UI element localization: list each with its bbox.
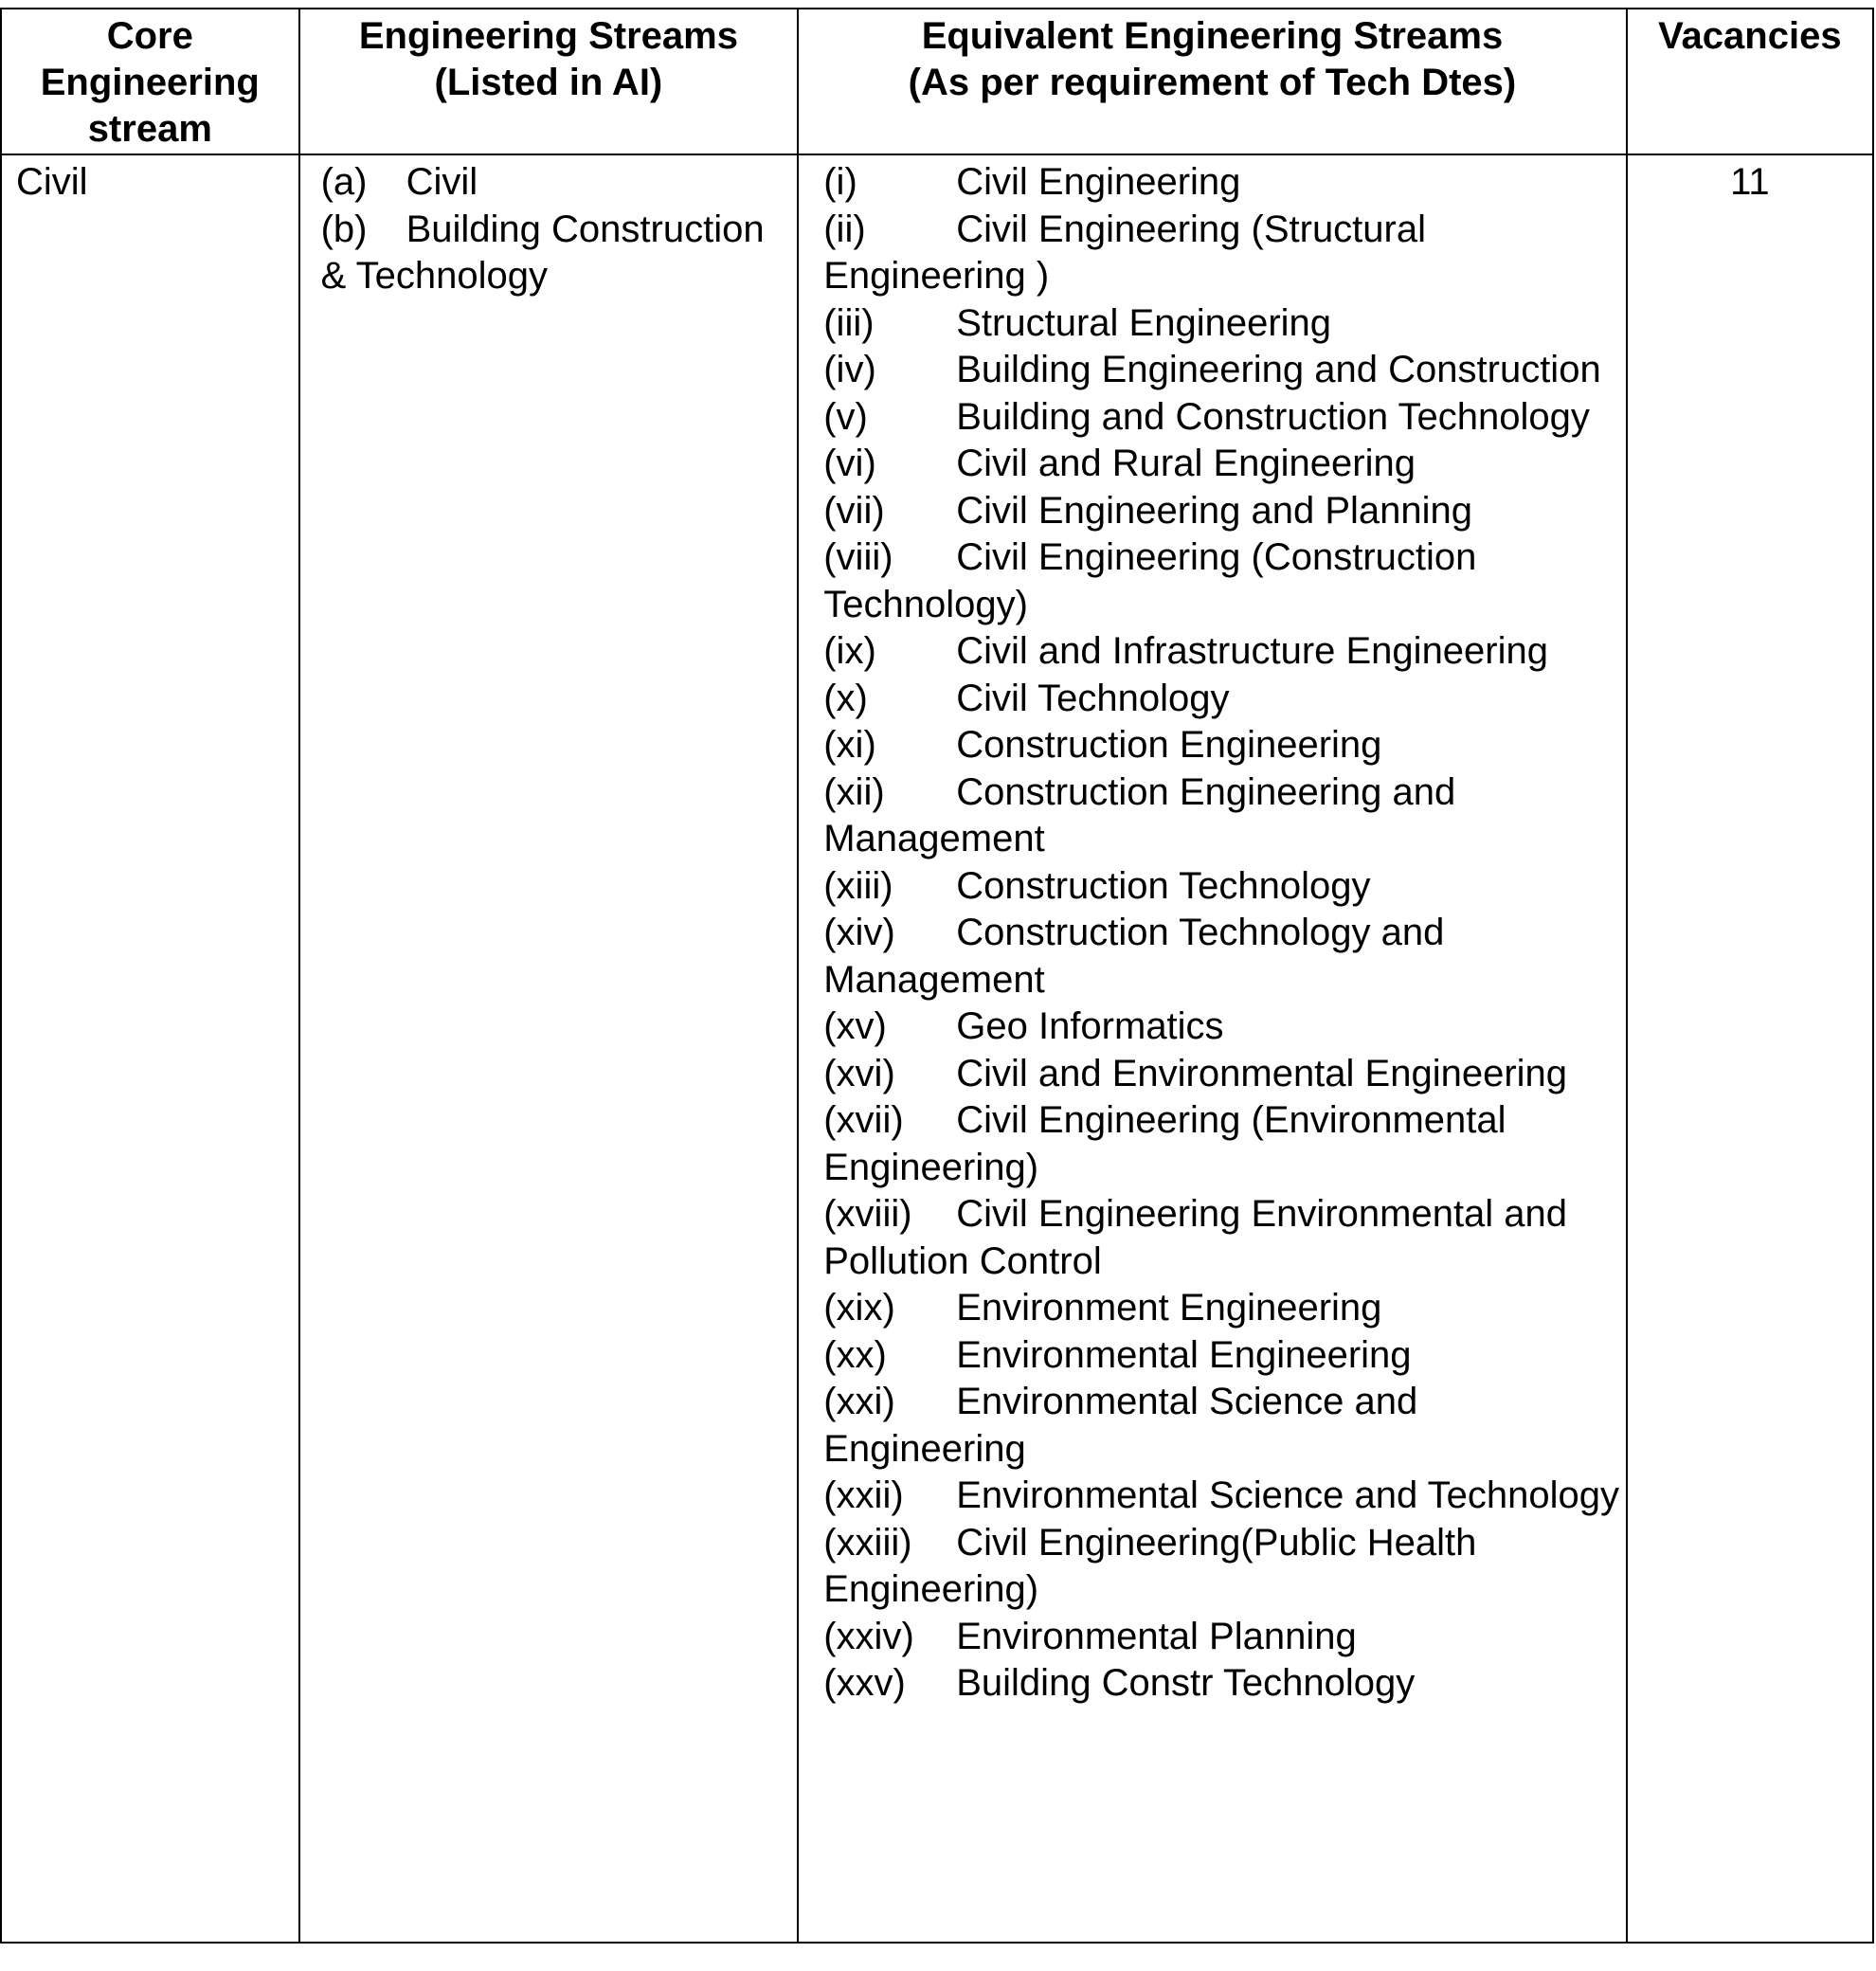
list-item-text: Civil Engineering and Planning (956, 489, 1473, 532)
list-item-marker: (xvi) (823, 1052, 895, 1094)
list-item-marker: (xix) (823, 1287, 895, 1329)
list-item-marker: (xxiii) (823, 1521, 912, 1564)
list-item-marker: (a) (320, 161, 368, 203)
list-item (823, 676, 1619, 723)
streams-table (0, 8, 1874, 1944)
list-item-text: Geo Informatics (956, 1005, 1224, 1047)
list-item-text: Civil and Rural Engineering (956, 443, 1416, 484)
list-item-text: Building Construction & Technology (320, 208, 765, 297)
list-item-marker: (ii) (823, 208, 866, 250)
list-item-text: Construction Engineering (956, 724, 1382, 766)
list-item-marker: (xi) (823, 724, 876, 766)
list-item (823, 1660, 1619, 1708)
list-item-text: Civil and Environmental Engineering (956, 1052, 1568, 1094)
list-item (823, 1097, 1619, 1191)
list-item-text: Civil Engineering (Environmental Engineering) (823, 1099, 1506, 1188)
list-item (823, 769, 1619, 863)
list-item-text: Structural Engineering (956, 301, 1332, 344)
header-core-line-2: Engineering (40, 62, 260, 103)
list-item-marker: (xx) (823, 1333, 887, 1376)
list-item-text: Environment Engineering (956, 1287, 1382, 1329)
list-item-text: Civil Engineering (Construction Technology) (823, 536, 1477, 625)
vacancies-cell: 11 (1627, 154, 1873, 1943)
list-item (823, 1051, 1619, 1098)
list-item-marker: (i) (823, 161, 857, 203)
list-item-text: Civil Engineering Environmental and Pollution Control (823, 1193, 1568, 1282)
list-item (823, 159, 1619, 207)
list-item (321, 159, 798, 207)
header-equivalent-line-2: (As per requirement of Tech Dtes) (908, 62, 1517, 103)
list-item-marker: (xii) (823, 770, 885, 813)
list-item-marker: (xviii) (823, 1193, 912, 1235)
header-equivalent-line-1: Equivalent Engineering Streams (921, 15, 1504, 57)
list-item-text: Building Engineering and Construction (956, 349, 1601, 390)
list-item (823, 722, 1619, 769)
list-item-marker: (viii) (823, 536, 893, 578)
list-item (823, 863, 1619, 911)
list-item-text: Civil (406, 161, 478, 203)
list-item (823, 534, 1619, 628)
header-core-line-1: Core (106, 15, 193, 57)
list-item (823, 207, 1619, 300)
list-item (823, 488, 1619, 535)
list-item-marker: (xiv) (823, 912, 895, 953)
list-item (823, 1379, 1619, 1473)
list-item (823, 347, 1619, 394)
list-item-marker: (b) (320, 208, 368, 250)
list-item-marker: (iv) (823, 349, 876, 390)
equivalent-streams-cell (798, 154, 1626, 1943)
list-item-text: Construction Technology (956, 864, 1371, 907)
list-item-text: Building and Construction Technology (956, 395, 1590, 438)
list-item (823, 1285, 1619, 1332)
header-streams-line-1: Engineering Streams (358, 15, 738, 57)
header-vacancies (1627, 9, 1873, 154)
list-item-marker: (xxi) (823, 1381, 895, 1422)
list-item-text: Civil Engineering(Public Health Engineering) (823, 1521, 1477, 1610)
header-equivalent-streams (798, 9, 1626, 154)
list-item-text: Environmental Planning (956, 1615, 1357, 1657)
table-row (1, 154, 1873, 1943)
list-item-text: Environmental Science and Engineering (823, 1381, 1418, 1470)
list-item (321, 207, 798, 300)
header-engineering-streams (299, 9, 799, 154)
list-item (823, 441, 1619, 488)
header-core-line-3: stream (87, 108, 212, 150)
list-item (823, 300, 1619, 348)
list-item (823, 1473, 1619, 1520)
list-item-marker: (xxiv) (823, 1615, 914, 1657)
list-item-text: Civil Technology (956, 677, 1230, 719)
list-item-marker: (xiii) (823, 864, 893, 907)
list-item-marker: (xv) (823, 1005, 887, 1047)
list-item-text: Environmental Engineering (956, 1333, 1412, 1376)
header-row (1, 9, 1873, 154)
list-item-text: Construction Technology and Management (823, 912, 1445, 1001)
list-item-marker: (xvii) (823, 1099, 904, 1141)
list-item (823, 910, 1619, 1004)
list-item-marker: (vii) (823, 489, 885, 532)
core-stream-cell: Civil (1, 154, 299, 1943)
list-item-marker: (xxii) (823, 1474, 904, 1516)
list-item (823, 1520, 1619, 1614)
list-item (823, 394, 1619, 442)
header-streams-line-2: (Listed in AI) (434, 62, 663, 103)
list-item-text: Building Constr Technology (956, 1662, 1416, 1704)
list-item (823, 1614, 1619, 1661)
list-item-text: Civil Engineering (Structural Engineering ) (823, 208, 1426, 297)
list-item-marker: (xxv) (823, 1662, 906, 1704)
list-item (823, 1332, 1619, 1380)
list-item-marker: (iii) (823, 301, 875, 344)
list-item-marker: (v) (823, 395, 868, 438)
header-core-stream (1, 9, 299, 154)
list-item-text: Construction Engineering and Management (823, 770, 1456, 859)
list-item-text: Civil and Infrastructure Engineering (956, 630, 1548, 672)
header-vacancies-line-1: Vacancies (1658, 15, 1842, 57)
engineering-streams-cell (299, 154, 799, 1943)
list-item (823, 628, 1619, 676)
list-item (823, 1191, 1619, 1285)
list-item (823, 1004, 1619, 1051)
list-item-marker: (x) (823, 677, 868, 719)
list-item-text: Civil Engineering (956, 161, 1241, 203)
list-item-marker: (vi) (823, 443, 876, 484)
list-item-text: Environmental Science and Technology (956, 1474, 1619, 1516)
list-item-marker: (ix) (823, 630, 876, 672)
